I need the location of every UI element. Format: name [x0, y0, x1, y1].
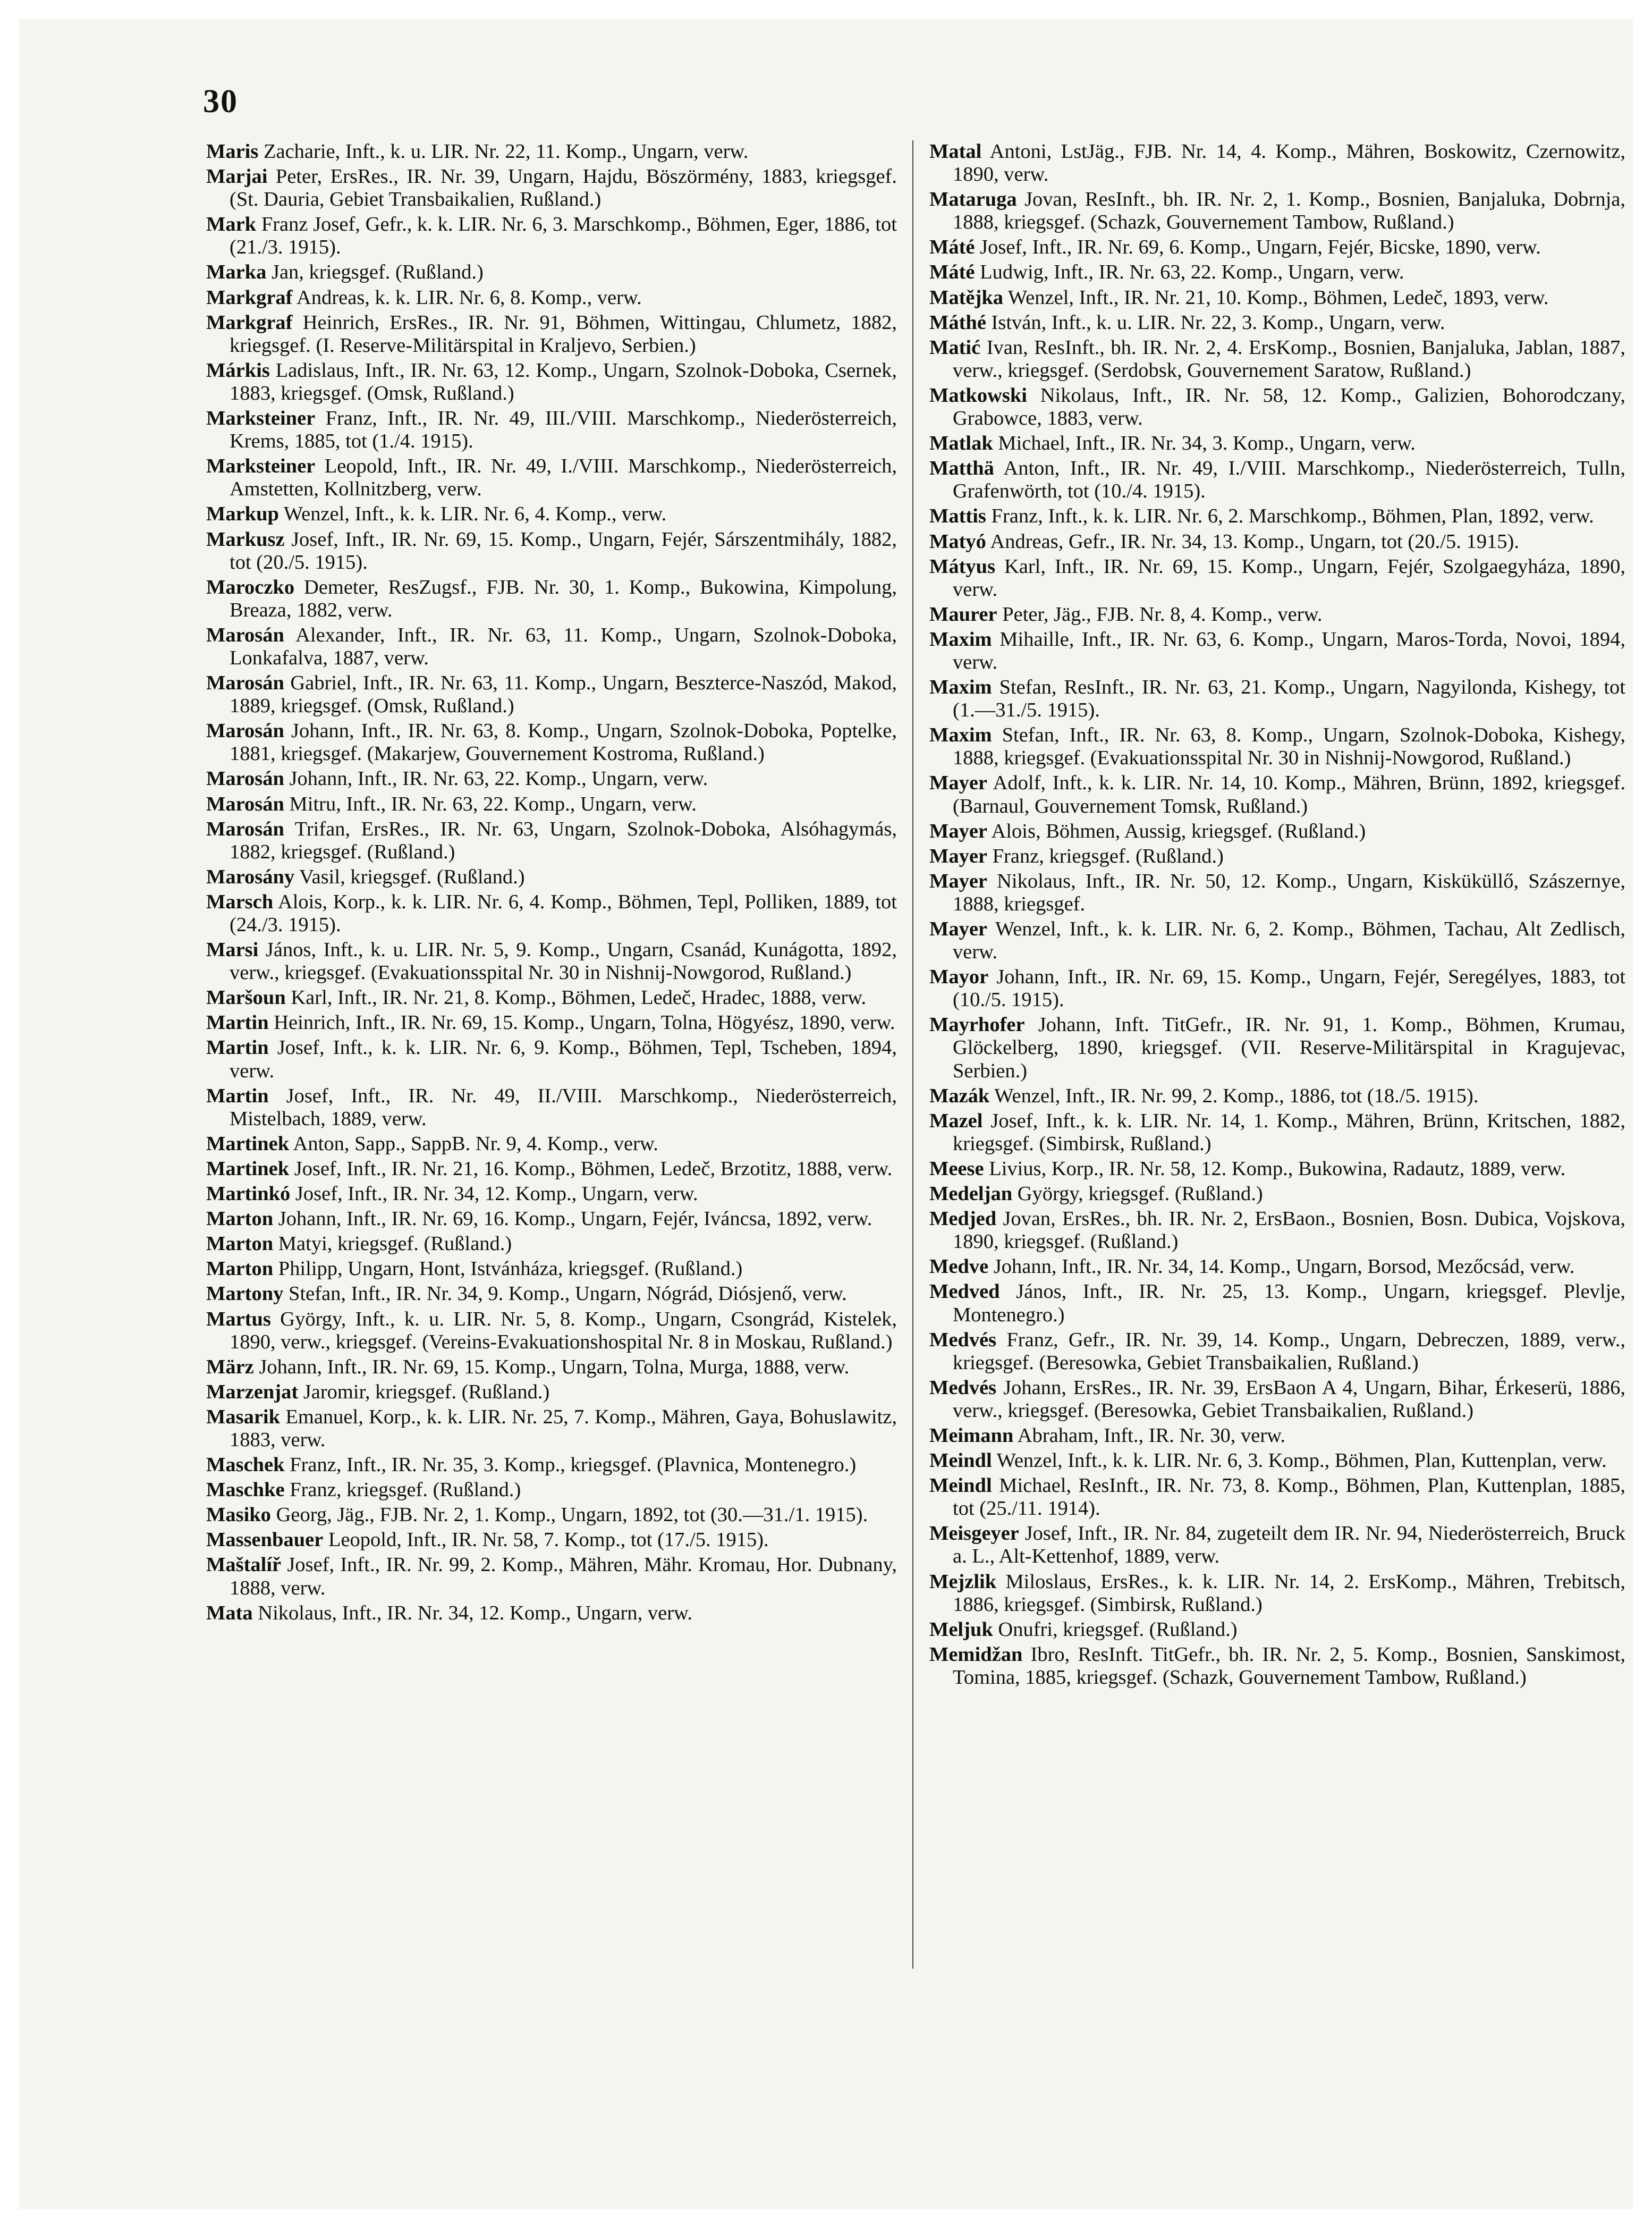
entry-details: Johann, Inft., IR. Nr. 69, 16. Komp., Ungarn, Fejér, Iváncsa, 1892, verw. [278, 1208, 872, 1230]
register-entry [929, 457, 1625, 503]
register-entry [206, 1602, 897, 1625]
register-entry [929, 820, 1625, 843]
entry-surname: Mejzlik [929, 1570, 997, 1593]
register-entry [206, 1454, 897, 1476]
entry-details: Josef, Inft., k. k. LIR. Nr. 6, 9. Komp., Böhmen, Tepl, Tscheben, 1894, verw. [230, 1036, 897, 1082]
entry-details: Ladislaus, Inft., IR. Nr. 63, 12. Komp., Ungarn, Szolnok-Doboka, Csernek, 1883, kriegsgef. (Omsk, Rußland.) [230, 359, 897, 404]
entry-details: Josef, Inft., k. k. LIR. Nr. 14, 1. Komp., Mähren, Brünn, Kritschen, 1882, kriegsgef. (Simbirsk, Rußland.) [953, 1109, 1625, 1155]
entry-surname: Maštalíř [206, 1554, 282, 1576]
register-entry [929, 1377, 1625, 1422]
entry-details: Andreas, k. k. LIR. Nr. 6, 8. Komp., verw. [296, 286, 642, 309]
entry-surname: Matkowski [929, 384, 1027, 407]
register-entry [206, 1406, 897, 1451]
entry-surname: Marosán [206, 792, 284, 815]
entry-surname: Marosán [206, 817, 284, 840]
entry-surname: Massenbauer [206, 1529, 324, 1551]
register-entry [929, 676, 1625, 722]
entry-surname: Markusz [206, 528, 285, 551]
entry-surname: Marosány [206, 865, 295, 888]
register-entry [929, 1208, 1625, 1253]
entry-surname: Mazel [929, 1109, 983, 1132]
register-entry [206, 1085, 897, 1130]
entry-details: Johann, Inft., IR. Nr. 63, 8. Komp., Ungarn, Szolnok-Doboka, Poptelke, 1881, kriegsgef. (Makarjew, Gouvernement Kostroma, Rußland.) [230, 720, 897, 765]
entry-details: Johann, Inft., IR. Nr. 34, 14. Komp., Ungarn, Borsod, Mezőcsád, verw. [993, 1255, 1575, 1278]
register-entry [929, 1522, 1625, 1568]
entry-surname: Martin [206, 1011, 269, 1034]
entry-surname: Matyó [929, 530, 986, 553]
entry-surname: Mataruga [929, 188, 1017, 211]
entry-details: Wenzel, Inft., k. k. LIR. Nr. 6, 3. Komp., Böhmen, Plan, Kuttenplan, verw. [996, 1449, 1607, 1472]
entry-details: Franz, kriegsgef. (Rußland.) [290, 1479, 521, 1501]
register-entry [206, 624, 897, 670]
entry-details: Josef, Inft., IR. Nr. 84, zugeteilt dem IR. Nr. 94, Niederösterreich, Bruck a. L., Alt-Kettenhof, 1889, verw. [953, 1522, 1625, 1568]
register-entry [206, 140, 897, 163]
register-entry [929, 1158, 1625, 1180]
entry-surname: Meindl [929, 1474, 992, 1497]
entry-details: Franz, kriegsgef. (Rußland.) [992, 845, 1224, 867]
entry-details: Josef, Inft., IR. Nr. 49, II./VIII. Marschkomp., Niederösterreich, Mistelbach, 1889, verw. [230, 1084, 897, 1130]
entry-details: Onufri, kriegsgef. (Rußland.) [998, 1618, 1238, 1641]
register-entry [929, 530, 1625, 553]
column-divider [912, 140, 913, 1969]
entry-details: Nikolaus, Inft., IR. Nr. 50, 12. Komp., Ungarn, Kisküküllő, Szászernye, 1888, kriegsgef. [953, 870, 1625, 915]
register-entry [929, 1618, 1625, 1641]
entry-details: Josef, Inft., IR. Nr. 21, 16. Komp., Böhmen, Ledeč, Brzotitz, 1888, verw. [294, 1157, 893, 1180]
entry-surname: Martin [206, 1084, 269, 1107]
entry-details: Karl, Inft., IR. Nr. 69, 15. Komp., Ungarn, Fejér, Szolgaegyháza, 1890, verw. [953, 555, 1626, 601]
entry-details: Alois, Korp., k. k. LIR. Nr. 6, 4. Komp., Böhmen, Tepl, Polliken, 1889, tot (24./3. 1915). [230, 890, 897, 936]
register-entry [206, 1479, 897, 1501]
entry-surname: Mayor [929, 966, 989, 989]
entry-details: Karl, Inft., IR. Nr. 21, 8. Komp., Böhmen, Ledeč, Hradec, 1888, verw. [291, 986, 867, 1009]
entry-details: Stefan, Inft., IR. Nr. 63, 8. Komp., Ungarn, Szolnok-Doboka, Kishegy, 1888, kriegsgef. (Evakuationsspital Nr. 30 in Nishnij-Nowgorod, Rußland.) [953, 724, 1626, 770]
entry-surname: Martus [206, 1307, 271, 1330]
entry-surname: Marsch [206, 890, 274, 913]
entry-details: Josef, Inft., IR. Nr. 99, 2. Komp., Mähren, Mähr. Kromau, Hor. Dubnany, 1888, verw. [230, 1554, 897, 1599]
entry-surname: Markgraf [206, 311, 293, 334]
entry-surname: Meimann [929, 1424, 1014, 1447]
entry-surname: Mayer [929, 772, 988, 795]
entry-surname: Meisgeyer [929, 1522, 1019, 1545]
entry-details: Adolf, Inft., k. k. LIR. Nr. 14, 10. Komp., Mähren, Brünn, 1892, kriegsgef. (Barnaul, Gouvernement Tomsk, Rußland.) [953, 772, 1625, 817]
entry-surname: Mátyus [929, 555, 996, 578]
register-entry [206, 793, 897, 816]
entry-details: Matyi, kriegsgef. (Rußland.) [278, 1233, 512, 1255]
register-entry [206, 455, 897, 501]
entry-surname: Markgraf [206, 286, 293, 309]
register-entry [929, 1571, 1625, 1616]
entry-details: Heinrich, ErsRes., IR. Nr. 91, Böhmen, Wittingau, Chlumetz, 1882, kriegsgef. (I. Reserve-Militärspital in Kraljevo, Serbien.) [230, 311, 897, 357]
register-entry [929, 1280, 1625, 1326]
entry-details: Nikolaus, Inft., IR. Nr. 58, 12. Komp., Galizien, Bohorodczany, Grabowce, 1883, verw. [953, 384, 1625, 430]
entry-surname: Martinkó [206, 1183, 291, 1205]
entry-surname: Marosán [206, 672, 284, 695]
entry-surname: Marosán [206, 767, 284, 790]
entry-surname: Mayrhofer [929, 1014, 1025, 1036]
entry-surname: Máté [929, 236, 975, 259]
register-entry [929, 286, 1625, 309]
register-entry [929, 1474, 1625, 1520]
entry-surname: Martinek [206, 1157, 290, 1180]
entry-surname: Meindl [929, 1449, 992, 1472]
entry-details: Alois, Böhmen, Aussig, kriegsgef. (Rußland.) [991, 820, 1366, 842]
register-entry [929, 1085, 1625, 1108]
register-entry [929, 1255, 1625, 1278]
entry-details: Livius, Korp., IR. Nr. 58, 12. Komp., Bukowina, Radautz, 1889, verw. [989, 1157, 1566, 1180]
entry-details: Josef, Inft., IR. Nr. 69, 15. Komp., Ungarn, Fejér, Sárszentmihály, 1882, tot (20./5. 1915). [230, 528, 897, 573]
entry-surname: Matějka [929, 286, 1003, 309]
entry-details: Trifan, ErsRes., IR. Nr. 63, Ungarn, Szolnok-Doboka, Alsóhagymás, 1882, kriegsgef. (Rußland.) [230, 817, 897, 863]
entry-details: Mitru, Inft., IR. Nr. 63, 22. Komp., Ungarn, verw. [289, 792, 697, 815]
register-entry [206, 767, 897, 790]
entry-details: Georg, Jäg., FJB. Nr. 2, 1. Komp., Ungarn, 1892, tot (30.—31./1. 1915). [276, 1504, 868, 1526]
entry-details: Jan, kriegsgef. (Rußland.) [271, 261, 484, 284]
entry-surname: Marzenjat [206, 1380, 299, 1403]
register-entry [206, 213, 897, 259]
register-entry [206, 1529, 897, 1551]
entry-surname: Medeljan [929, 1183, 1013, 1205]
entry-details: Jovan, ErsRes., bh. IR. Nr. 2, ErsBaon., Bosnien, Bosn. Dubica, Vojskova, 1890, kriegsgef. (Rußland.) [953, 1208, 1625, 1253]
entry-details: Alexander, Inft., IR. Nr. 63, 11. Komp., Ungarn, Szolnok-Doboka, Lonkafalva, 1887, verw. [230, 623, 897, 669]
entry-surname: Maris [206, 140, 259, 163]
register-entry [929, 1110, 1625, 1155]
register-entry [929, 236, 1625, 259]
entry-details: Miloslaus, ErsRes., k. k. LIR. Nr. 14, 2. ErsKomp., Mähren, Trebitsch, 1886, kriegsgef. (Simbirsk, Rußland.) [953, 1570, 1626, 1616]
entry-surname: Mayer [929, 820, 988, 842]
entry-details: Stefan, Inft., IR. Nr. 34, 9. Komp., Ungarn, Nógrád, Diósjenő, verw. [289, 1282, 847, 1305]
register-entry [206, 866, 897, 889]
register-entry [929, 384, 1625, 430]
entry-details: György, Inft., k. u. LIR. Nr. 5, 8. Komp., Ungarn, Csongrád, Kistelek, 1890, verw., kriegsgef. (Vereins-Evakuationshospital Nr. 8 in Moskau, Rußland.) [230, 1307, 897, 1353]
entry-surname: März [206, 1355, 254, 1378]
register-entry [206, 528, 897, 574]
entry-surname: Marosán [206, 623, 284, 646]
register-entry [929, 870, 1625, 916]
entry-surname: Marton [206, 1233, 274, 1255]
entry-surname: Marksteiner [206, 407, 316, 430]
entry-details: Franz, Gefr., IR. Nr. 39, 14. Komp., Ungarn, Debreczen, 1889, verw., kriegsgef. (Beresowka, Gebiet Transbaikalien, Rußland.) [953, 1328, 1626, 1374]
entry-surname: Matal [929, 140, 982, 163]
entry-details: Franz, Inft., IR. Nr. 49, III./VIII. Marschkomp., Niederösterreich, Krems, 1885, tot (1./4. 1915). [230, 407, 897, 453]
entry-surname: Medve [929, 1255, 989, 1278]
register-entry [929, 505, 1625, 528]
entry-details: Leopold, Inft., IR. Nr. 49, I./VIII. Marschkomp., Niederösterreich, Amstetten, Kollnitzberg, verw. [230, 455, 897, 501]
entry-surname: Meese [929, 1157, 984, 1180]
document-page [19, 19, 1633, 2209]
entry-surname: Masarik [206, 1405, 281, 1428]
register-entry [206, 165, 897, 211]
register-entry [929, 1329, 1625, 1374]
entry-surname: Matić [929, 336, 981, 359]
entry-details: István, Inft., k. u. LIR. Nr. 22, 3. Komp., Ungarn, verw. [991, 311, 1445, 334]
entry-surname: Maršoun [206, 986, 286, 1009]
entry-details: Michael, Inft., IR. Nr. 34, 3. Komp., Ungarn, verw. [998, 432, 1416, 455]
entry-surname: Mark [206, 213, 257, 236]
entry-surname: Medvés [929, 1328, 997, 1351]
register-entry [929, 1643, 1625, 1689]
entry-details: Johann, Inft., IR. Nr. 63, 22. Komp., Ungarn, verw. [289, 767, 708, 790]
entry-details: Franz Josef, Gefr., k. k. LIR. Nr. 6, 3. Marschkomp., Böhmen, Eger, 1886, tot (21./3. 1915). [230, 213, 897, 259]
entry-details: Antoni, LstJäg., FJB. Nr. 14, 4. Komp., Mähren, Boskowitz, Czernowitz, 1890, verw. [953, 140, 1625, 186]
register-entry [206, 1183, 897, 1205]
entry-details: Ibro, ResInft. TitGefr., bh. IR. Nr. 2, 5. Komp., Bosnien, Sanskimost, Tomina, 1885, kriegsgef. (Schazk, Gouvernement Tambow, Rußland.) [953, 1643, 1625, 1689]
entry-details: Josef, Inft., IR. Nr. 69, 6. Komp., Ungarn, Fejér, Bicske, 1890, verw. [980, 236, 1541, 259]
register-entry [929, 724, 1625, 770]
entry-details: Vasil, kriegsgef. (Rußland.) [299, 865, 525, 888]
entry-surname: Marjai [206, 165, 268, 188]
entry-surname: Maxim [929, 724, 992, 747]
register-entry [206, 1356, 897, 1379]
entry-details: Franz, Inft., k. k. LIR. Nr. 6, 2. Marschkomp., Böhmen, Plan, 1892, verw. [991, 505, 1594, 528]
entry-details: Heinrich, Inft., IR. Nr. 69, 15. Komp., Ungarn, Tolna, Högyész, 1890, verw. [274, 1011, 895, 1034]
entry-details: Peter, ErsRes., IR. Nr. 39, Ungarn, Hajdu, Böszörmény, 1883, kriegsgef. (St. Dauria, Gebiet Transbaikalien, Rußland.) [230, 165, 897, 211]
register-entry [206, 939, 897, 984]
entry-surname: Maurer [929, 603, 997, 626]
register-entry [206, 407, 897, 453]
entry-surname: Maxim [929, 628, 992, 651]
entry-surname: Masiko [206, 1504, 271, 1526]
entry-details: Johann, Inft. TitGefr., IR. Nr. 91, 1. Komp., Böhmen, Krumau, Glöckelberg, 1890, kriegsgef. (VII. Reserve-Militärspital in Kragujevac, Serbien.) [953, 1014, 1625, 1082]
entry-details: Andreas, Gefr., IR. Nr. 34, 13. Komp., Ungarn, tot (20./5. 1915). [990, 530, 1519, 553]
entry-details: János, Inft., k. u. LIR. Nr. 5, 9. Komp., Ungarn, Csanád, Kunágotta, 1892, verw., kriegsgef. (Evakuationsspital Nr. 30 in Nishnij-Nowgorod, Rußland.) [230, 939, 897, 984]
entry-surname: Marton [206, 1208, 274, 1230]
register-entry [206, 1308, 897, 1354]
entry-surname: Markup [206, 503, 279, 526]
entry-surname: Marka [206, 261, 267, 284]
entry-surname: Marosán [206, 720, 284, 742]
entry-details: Ivan, ResInft., bh. IR. Nr. 2, 4. ErsKomp., Bosnien, Banjaluka, Jablan, 1887, verw., kriegsgef. (Serdobsk, Gouvernement Saratow, Rußland.) [953, 336, 1625, 382]
entry-details: Michael, ResInft., IR. Nr. 73, 8. Komp., Böhmen, Plan, Kuttenplan, 1885, tot (25./11. 1914). [953, 1474, 1626, 1520]
register-entry [206, 1504, 897, 1526]
register-entry [206, 359, 897, 405]
register-entry [929, 1449, 1625, 1472]
entry-surname: Mazák [929, 1084, 990, 1107]
register-entry [206, 1554, 897, 1599]
entry-surname: Marsi [206, 939, 259, 961]
left-column [206, 140, 897, 1627]
entry-details: Wenzel, Inft., k. k. LIR. Nr. 6, 4. Komp., verw. [283, 503, 667, 526]
entry-surname: Máthé [929, 311, 986, 334]
entry-details: Johann, ErsRes., IR. Nr. 39, ErsBaon A 4, Ungarn, Bihar, Érkeserü, 1886, verw., kriegsgef. (Beresowka, Gebiet Transbaikalien, Rußland.) [953, 1376, 1626, 1422]
entry-details: Johann, Inft., IR. Nr. 69, 15. Komp., Ungarn, Fejér, Seregélyes, 1883, tot (10./5. 1915). [953, 966, 1626, 1011]
register-entry [929, 261, 1625, 284]
register-entry [206, 286, 897, 309]
entry-details: János, Inft., IR. Nr. 25, 13. Komp., Ungarn, kriegsgef. Plevlje, Montenegro.) [953, 1280, 1626, 1326]
entry-surname: Medved [929, 1280, 1000, 1303]
entry-details: Leopold, Inft., IR. Nr. 58, 7. Komp., tot (17./5. 1915). [328, 1529, 769, 1551]
entry-details: Anton, Inft., IR. Nr. 49, I./VIII. Marschkomp., Niederösterreich, Tulln, Grafenwörth, tot (10./4. 1915). [953, 457, 1625, 503]
entry-details: Wenzel, Inft., k. k. LIR. Nr. 6, 2. Komp., Böhmen, Tachau, Alt Zedlisch, verw. [953, 918, 1625, 964]
register-entry [206, 1282, 897, 1305]
register-entry [206, 1208, 897, 1230]
entry-details: Gabriel, Inft., IR. Nr. 63, 11. Komp., Ungarn, Beszterce-Naszód, Makod, 1889, kriegsgef. (Omsk, Rußland.) [230, 672, 897, 718]
register-entry [206, 1233, 897, 1255]
entry-surname: Maxim [929, 676, 992, 699]
entry-surname: Maroczko [206, 576, 295, 598]
register-entry [206, 1258, 897, 1280]
entry-details: Stefan, ResInft., IR. Nr. 63, 21. Komp., Ungarn, Nagyilonda, Kishegy, tot (1.—31./5. 1915). [953, 676, 1626, 722]
register-entry [206, 1381, 897, 1404]
entry-surname: Marksteiner [206, 455, 316, 478]
register-entry [206, 720, 897, 765]
entry-surname: Mata [206, 1601, 253, 1624]
register-entry [206, 1011, 897, 1034]
entry-surname: Mattis [929, 505, 986, 528]
entry-details: Emanuel, Korp., k. k. LIR. Nr. 25, 7. Komp., Mähren, Gaya, Bohuslawitz, 1883, verw. [230, 1405, 897, 1451]
register-entry [929, 311, 1625, 334]
register-entry [206, 891, 897, 936]
register-entry [929, 772, 1625, 817]
entry-surname: Marton [206, 1258, 274, 1280]
right-column [929, 140, 1625, 1691]
entry-surname: Mayer [929, 870, 988, 892]
entry-surname: Matlak [929, 432, 993, 455]
entry-surname: Medjed [929, 1208, 997, 1230]
entry-details: Wenzel, Inft., IR. Nr. 21, 10. Komp., Böhmen, Ledeč, 1893, verw. [1007, 286, 1549, 309]
entry-details: Josef, Inft., IR. Nr. 34, 12. Komp., Ungarn, verw. [295, 1183, 698, 1205]
entry-surname: Martony [206, 1282, 284, 1305]
register-entry [929, 140, 1625, 186]
entry-surname: Mayer [929, 845, 988, 867]
register-entry [206, 818, 897, 864]
entry-details: Jaromir, kriegsgef. (Rußland.) [303, 1380, 550, 1403]
register-entry [206, 311, 897, 357]
register-entry [206, 576, 897, 622]
register-entry [206, 261, 897, 284]
register-entry [206, 503, 897, 526]
entry-details: Zacharie, Inft., k. u. LIR. Nr. 22, 11. Komp., Ungarn, verw. [263, 140, 749, 163]
entry-surname: Maschek [206, 1454, 285, 1476]
entry-surname: Memidžan [929, 1643, 1023, 1666]
entry-surname: Matthä [929, 457, 994, 480]
entry-surname: Márkis [206, 359, 270, 382]
register-entry [206, 986, 897, 1009]
register-entry [206, 672, 897, 718]
entry-details: Ludwig, Inft., IR. Nr. 63, 22. Komp., Ungarn, verw. [980, 261, 1404, 284]
register-entry [929, 1014, 1625, 1082]
register-entry [929, 555, 1625, 601]
register-entry [929, 1183, 1625, 1205]
register-entry [206, 1133, 897, 1155]
entry-surname: Martin [206, 1036, 269, 1059]
register-entry [929, 188, 1625, 234]
register-entry [206, 1036, 897, 1082]
entry-surname: Maschke [206, 1479, 285, 1501]
entry-details: Franz, Inft., IR. Nr. 35, 3. Komp., kriegsgef. (Plavnica, Montenegro.) [290, 1454, 857, 1476]
entry-surname: Medvés [929, 1376, 997, 1399]
entry-surname: Mayer [929, 918, 988, 940]
register-entry [929, 966, 1625, 1011]
entry-details: Peter, Jäg., FJB. Nr. 8, 4. Komp., verw. [1002, 603, 1323, 626]
register-entry [929, 603, 1625, 626]
entry-details: Mihaille, Inft., IR. Nr. 63, 6. Komp., Ungarn, Maros-Torda, Novoi, 1894, verw. [953, 628, 1626, 673]
register-entry [929, 845, 1625, 868]
register-entry [929, 1424, 1625, 1447]
entry-details: Anton, Sapp., SappB. Nr. 9, 4. Komp., verw. [293, 1132, 658, 1155]
entry-surname: Martinek [206, 1132, 290, 1155]
page-number: 30 [203, 83, 238, 120]
entry-surname: Máté [929, 261, 975, 284]
entry-surname: Meljuk [929, 1618, 993, 1641]
entry-details: Wenzel, Inft., IR. Nr. 99, 2. Komp., 1886, tot (18./5. 1915). [994, 1084, 1479, 1107]
register-entry [929, 918, 1625, 964]
register-entry [929, 336, 1625, 382]
entry-details: Philipp, Ungarn, Hont, Istvánháza, kriegsgef. (Rußland.) [278, 1258, 743, 1280]
register-entry [929, 628, 1625, 674]
entry-details: Abraham, Inft., IR. Nr. 30, verw. [1017, 1424, 1286, 1447]
entry-details: Jovan, ResInft., bh. IR. Nr. 2, 1. Komp., Bosnien, Banjaluka, Dobrnja, 1888, kriegsgef. (Schazk, Gouvernement Tambow, Rußland.) [953, 188, 1626, 234]
register-entry [206, 1158, 897, 1180]
entry-details: Johann, Inft., IR. Nr. 69, 15. Komp., Ungarn, Tolna, Murga, 1888, verw. [259, 1355, 850, 1378]
register-entry [929, 432, 1625, 455]
entry-details: Nikolaus, Inft., IR. Nr. 34, 12. Komp., Ungarn, verw. [258, 1601, 692, 1624]
entry-details: György, kriegsgef. (Rußland.) [1017, 1183, 1263, 1205]
entry-details: Demeter, ResZugsf., FJB. Nr. 30, 1. Komp., Bukowina, Kimpolung, Breaza, 1882, verw. [230, 576, 897, 621]
